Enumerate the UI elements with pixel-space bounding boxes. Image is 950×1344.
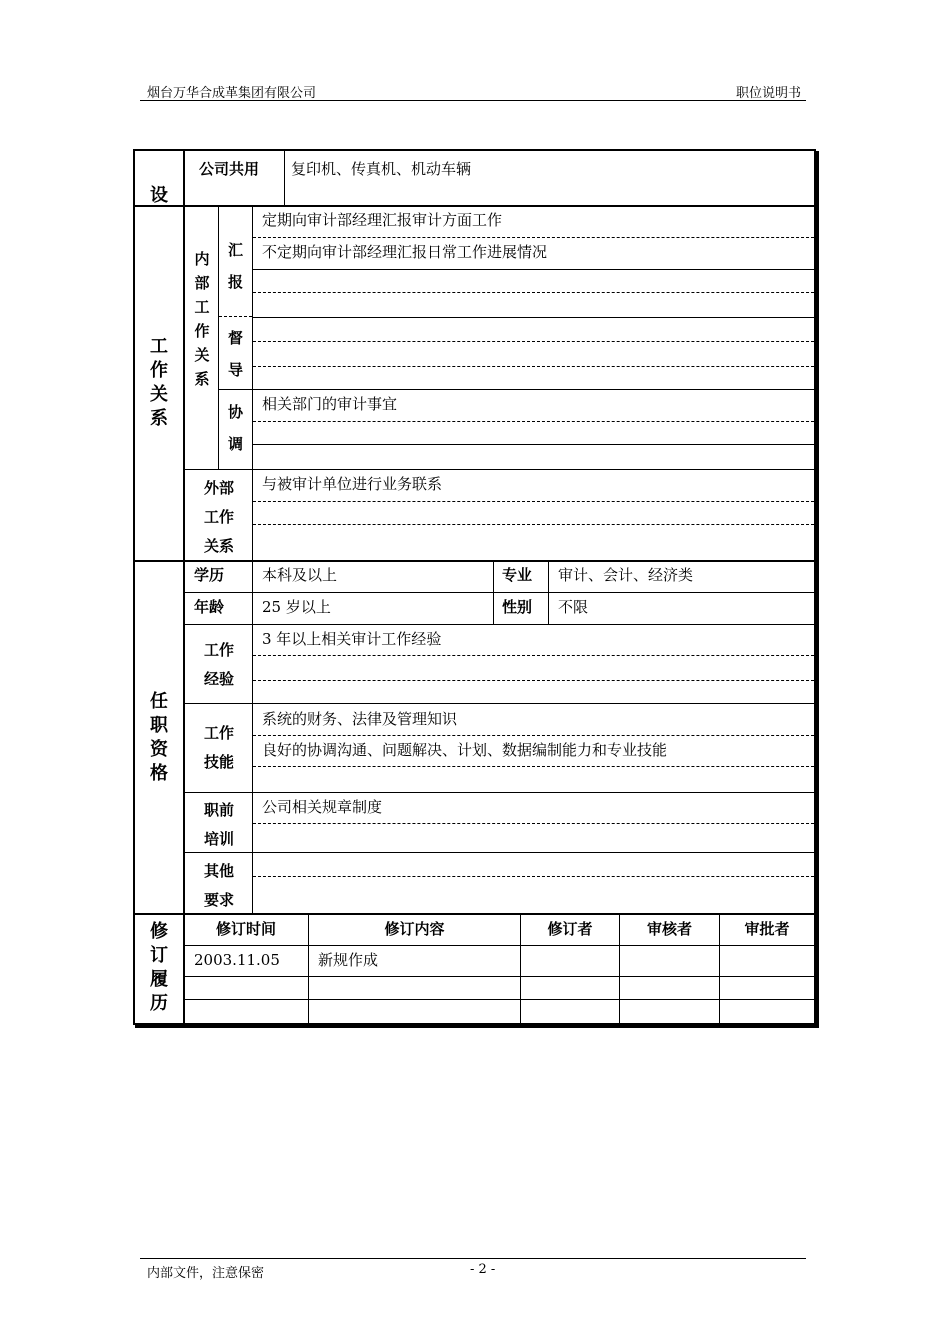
dashed-rule bbox=[253, 823, 814, 824]
supervise-label: 督 导 bbox=[227, 329, 243, 379]
revision-content: 新规作成 bbox=[318, 951, 379, 969]
external-relations-label: 外部 工作 关系 bbox=[203, 479, 234, 555]
skills-item: 良好的协调沟通、问题解决、计划、数据编制能力和专业技能 bbox=[262, 741, 668, 759]
table-shadow-right bbox=[816, 151, 819, 1027]
training-value: 公司相关规章制度 bbox=[262, 798, 383, 816]
dashed-rule bbox=[253, 501, 814, 502]
dashed-rule bbox=[253, 876, 814, 877]
other-requirements-label: 其他 要求 bbox=[203, 862, 234, 909]
external-item: 与被审计单位进行业务联系 bbox=[262, 475, 443, 493]
cell-divider bbox=[493, 562, 494, 624]
dashed-rule bbox=[253, 735, 814, 736]
header-rule bbox=[140, 100, 806, 101]
column-header-date: 修订时间 bbox=[215, 920, 276, 938]
report-item: 不定期向审计部经理汇报日常工作进展情况 bbox=[262, 243, 548, 261]
row-rule bbox=[184, 999, 814, 1000]
row-rule bbox=[184, 703, 814, 704]
footer-rule bbox=[140, 1258, 806, 1259]
training-label: 职前 培训 bbox=[203, 801, 234, 848]
table-shadow-bottom bbox=[135, 1025, 819, 1028]
column-header-checker: 审核者 bbox=[646, 920, 692, 938]
education-label: 学历 bbox=[194, 566, 225, 584]
dashed-rule bbox=[253, 292, 814, 293]
dashed-rule bbox=[253, 237, 814, 238]
experience-value: 3 年以上相关审计工作经验 bbox=[262, 630, 442, 648]
gender-value: 不限 bbox=[558, 598, 589, 616]
shared-equipment-value: 复印机、传真机、机动车辆 bbox=[291, 160, 472, 178]
dashed-rule bbox=[253, 341, 814, 342]
cell-divider bbox=[252, 562, 253, 913]
section-rule bbox=[135, 205, 814, 207]
section-revision-label: 修 订 履 历 bbox=[150, 921, 168, 1014]
column-header-reviser: 修订者 bbox=[547, 920, 593, 938]
dashed-divider bbox=[218, 300, 219, 316]
confidential-notice: 内部文件，注意保密 bbox=[147, 1266, 265, 1281]
row-rule bbox=[184, 792, 814, 793]
row-rule bbox=[184, 976, 814, 977]
section-column-divider bbox=[183, 149, 185, 1025]
row-rule bbox=[184, 852, 814, 853]
dashed-rule bbox=[219, 316, 252, 317]
dashed-rule bbox=[253, 655, 814, 656]
section-work-relations-label: 工 作 关 系 bbox=[150, 336, 168, 429]
company-name: 烟台万华合成革集团有限公司 bbox=[147, 86, 317, 101]
column-header-approver: 审批者 bbox=[744, 920, 790, 938]
internal-relations-label: 内 部 工 作 关 系 bbox=[194, 250, 210, 388]
section-equipment-label: 设 bbox=[150, 185, 168, 206]
age-value: 25 岁以上 bbox=[262, 598, 331, 616]
row-rule bbox=[253, 444, 814, 445]
report-label: 汇 报 bbox=[227, 241, 243, 291]
cell-divider bbox=[284, 149, 285, 205]
row-rule bbox=[184, 469, 814, 470]
section-qualifications-label: 任 职 资 格 bbox=[150, 691, 168, 784]
major-label: 专业 bbox=[502, 566, 533, 584]
dashed-rule bbox=[253, 421, 814, 422]
coordinate-label: 协 调 bbox=[227, 403, 243, 453]
row-rule bbox=[184, 592, 814, 593]
cell-divider bbox=[548, 562, 549, 624]
column-header-content: 修订内容 bbox=[384, 920, 445, 938]
coordinate-item: 相关部门的审计事宜 bbox=[262, 395, 398, 413]
revision-date: 2003.11.05 bbox=[194, 951, 280, 969]
cell-divider bbox=[252, 207, 253, 560]
gender-label: 性别 bbox=[502, 598, 533, 616]
major-value: 审计、会计、经济类 bbox=[558, 566, 694, 584]
report-item: 定期向审计部经理汇报审计方面工作 bbox=[262, 211, 503, 229]
education-value: 本科及以上 bbox=[262, 566, 338, 584]
row-rule bbox=[253, 317, 814, 318]
row-rule bbox=[184, 624, 814, 625]
row-rule bbox=[219, 389, 814, 390]
row-rule bbox=[253, 269, 814, 270]
skills-label: 工作 技能 bbox=[203, 724, 234, 771]
age-label: 年龄 bbox=[194, 598, 225, 616]
document-type: 职位说明书 bbox=[736, 86, 802, 101]
shared-equipment-label: 公司共用 bbox=[199, 160, 260, 178]
row-rule bbox=[184, 945, 814, 946]
experience-label: 工作 经验 bbox=[203, 641, 234, 688]
dashed-rule bbox=[253, 366, 814, 367]
dashed-rule bbox=[253, 766, 814, 767]
dashed-rule bbox=[253, 524, 814, 525]
dashed-rule bbox=[253, 680, 814, 681]
page-number: - 2 - bbox=[470, 1262, 496, 1277]
skills-item: 系统的财务、法律及管理知识 bbox=[262, 710, 458, 728]
